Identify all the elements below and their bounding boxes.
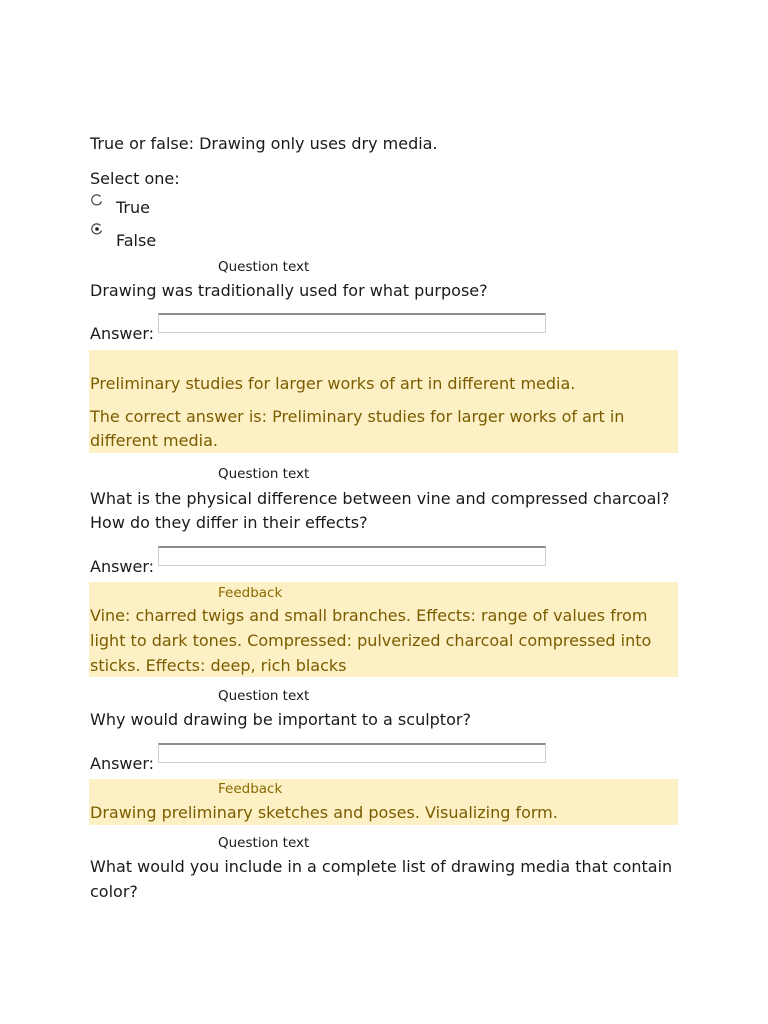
correct-answer-text-cont: different media.	[90, 431, 218, 450]
feedback-text-cont: light to dark tones. Compressed: pulverized charcoal compressed into	[90, 631, 652, 650]
option-true-label: True	[116, 198, 150, 217]
question-1-text: True or false: Drawing only uses dry media.	[90, 134, 438, 153]
correct-answer-text: The correct answer is: Preliminary studies for larger works of art in	[90, 407, 625, 426]
feedback-label: Feedback	[218, 585, 283, 601]
radio-true-icon[interactable]	[91, 194, 103, 206]
select-one-prompt: Select one:	[90, 169, 180, 188]
answer-label: Answer:	[90, 754, 155, 773]
question-3-text-cont: How do they differ in their effects?	[90, 513, 368, 532]
question-5-text-cont: color?	[90, 882, 138, 901]
question-text-label: Question text	[218, 835, 310, 851]
question-4-text: Why would drawing be important to a sculptor?	[90, 710, 471, 729]
answer-input-q3[interactable]	[158, 546, 546, 566]
feedback-text: Preliminary studies for larger works of art in different media.	[90, 374, 576, 393]
question-text-label: Question text	[218, 688, 310, 704]
feedback-text: Vine: charred twigs and small branches. Effects: range of values from	[90, 606, 648, 625]
feedback-text: Drawing preliminary sketches and poses. Visualizing form.	[90, 803, 558, 822]
answer-input-q2[interactable]	[158, 313, 546, 333]
question-text-label: Question text	[218, 466, 310, 482]
radio-false-icon[interactable]	[91, 223, 103, 235]
question-text-label: Question text	[218, 259, 310, 275]
question-3-text: What is the physical difference between vine and compressed charcoal?	[90, 489, 670, 508]
answer-input-q4[interactable]	[158, 743, 546, 763]
feedback-text-cont2: sticks. Effects: deep, rich blacks	[90, 656, 347, 675]
feedback-label: Feedback	[218, 781, 283, 797]
answer-label: Answer:	[90, 324, 155, 343]
option-false-label: False	[116, 231, 157, 250]
answer-label: Answer:	[90, 557, 155, 576]
question-2-text: Drawing was traditionally used for what purpose?	[90, 281, 488, 300]
question-5-text: What would you include in a complete list of drawing media that contain	[90, 857, 673, 876]
